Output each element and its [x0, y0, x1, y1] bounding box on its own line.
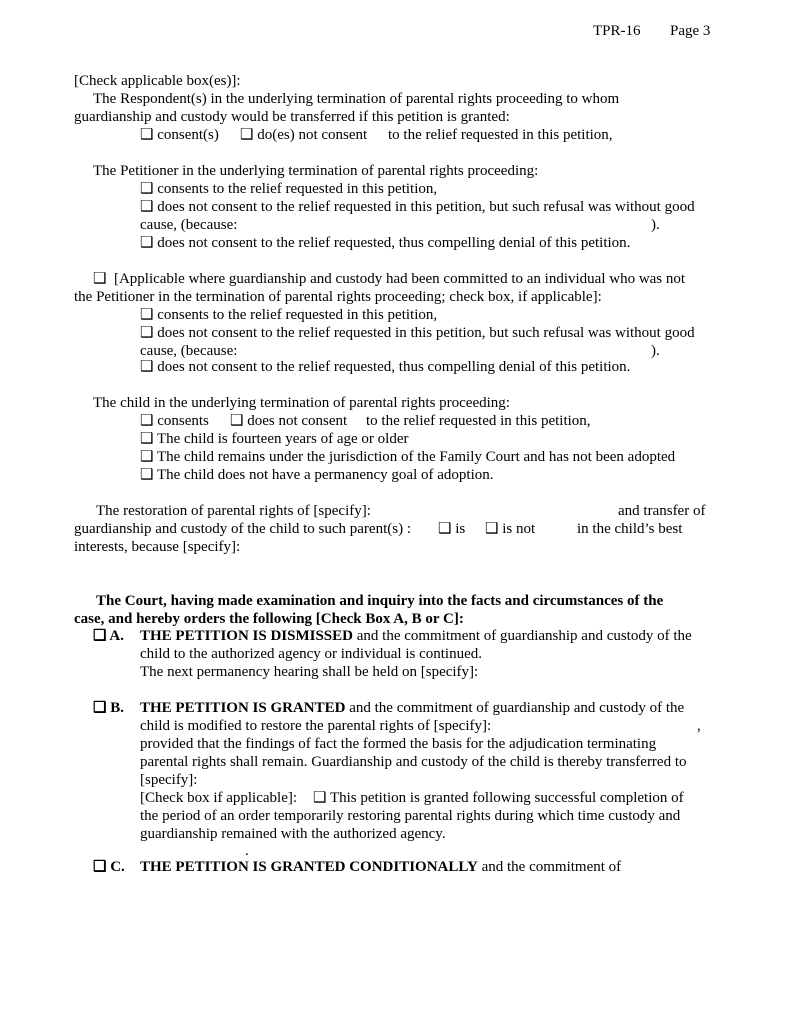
checkbox-icon[interactable]: ❑ [140, 467, 154, 483]
child-option-not-consent[interactable]: ❑ does not consent [230, 413, 348, 429]
applicable-because-close: ). [651, 343, 660, 359]
petitioner-because-label: cause, (because: [140, 217, 238, 233]
checkbox-icon[interactable]: ❑ [140, 307, 154, 323]
order-heading-2: case, and hereby orders the following [Check Box A, B or C]: [74, 611, 464, 627]
petitioner-option-consents[interactable]: ❑ consents to the relief requested in this petition, [140, 181, 438, 197]
restoration-best-label: in the child’s best [577, 521, 683, 537]
checkbox-icon[interactable]: ❑ [230, 413, 244, 429]
restoration-option-is-not[interactable]: ❑ is not [485, 521, 536, 537]
child-option-jurisdiction[interactable]: ❑ The child remains under the jurisdiction of the Family Court and has not been adopted [140, 449, 676, 465]
option-c-line-1: THE PETITION IS GRANTED CONDITIONALLY and the commitment of [140, 859, 622, 875]
checkbox-icon[interactable]: ❑ [93, 628, 107, 644]
option-b-line-1: THE PETITION IS GRANTED and the commitment of guardianship and custody of the [140, 700, 685, 716]
option-b-line-5: [specify]: [140, 772, 198, 788]
child-option-tail: to the relief requested in this petition, [366, 413, 591, 429]
page-number: Page 3 [670, 23, 711, 39]
restoration-transfer-label: and transfer of [618, 503, 706, 519]
child-option-permanency[interactable]: ❑ The child does not have a permanency goal of adoption. [140, 467, 494, 483]
applicable-because-label: cause, (because: [140, 343, 238, 359]
option-b-completion-option[interactable]: ❑ This petition is granted following successful completion of [313, 790, 684, 806]
checkbox-icon[interactable]: ❑ [140, 325, 154, 341]
respondent-option-tail: to the relief requested in this petition, [388, 127, 613, 143]
option-c-checkbox[interactable]: ❑ C. [93, 859, 125, 875]
checkbox-icon[interactable]: ❑ [485, 521, 499, 537]
petitioner-option-not-consent-good-cause[interactable]: ❑ does not consent to the relief requested in this petition, but such refusal was without good [140, 199, 695, 215]
checkbox-icon[interactable]: ❑ [240, 127, 254, 143]
child-option-fourteen[interactable]: ❑ The child is fourteen years of age or older [140, 431, 409, 447]
applicable-text-2: the Petitioner in the termination of parental rights proceeding; check box, if applicable]: [74, 289, 602, 305]
checkbox-icon[interactable]: ❑ [140, 431, 154, 447]
option-b-line-7: the period of an order temporarily restoring parental rights during which time custody and [140, 808, 681, 824]
checkbox-icon[interactable]: ❑ [140, 413, 154, 429]
restoration-option-is[interactable]: ❑ is [438, 521, 466, 537]
option-a-line-1: THE PETITION IS DISMISSED and the commitment of guardianship and custody of the [140, 628, 692, 644]
option-a-checkbox[interactable]: ❑ A. [93, 628, 124, 644]
checkbox-icon[interactable]: ❑ [140, 449, 154, 465]
option-b-line-3: provided that the findings of fact the formed the basis for the adjudication terminating [140, 736, 657, 752]
checkbox-icon[interactable]: ❑ [313, 790, 327, 806]
option-b-check-label: [Check box if applicable]: [140, 790, 298, 806]
restoration-specify-label: The restoration of parental rights of [specify]: [96, 503, 371, 519]
respondent-consent-option[interactable]: ❑ consent(s) [140, 127, 219, 143]
option-a-line-2: child to the authorized agency or individual is continued. [140, 646, 482, 662]
checkbox-icon[interactable]: ❑ [140, 181, 154, 197]
respondent-not-consent-option[interactable]: ❑ do(es) not consent [240, 127, 368, 143]
petitioner-heading: The Petitioner in the underlying termination of parental rights proceeding: [93, 163, 539, 179]
check-applicable-label: [Check applicable box(es)]: [74, 73, 241, 89]
petitioner-option-denial[interactable]: ❑ does not consent to the relief requested, thus compelling denial of this petition. [140, 235, 631, 251]
checkbox-icon[interactable]: ❑ [93, 700, 107, 716]
option-a-title: THE PETITION IS DISMISSED [140, 628, 353, 644]
option-b-comma: , [697, 718, 701, 734]
option-a-line-3: The next permanency hearing shall be held on [specify]: [140, 664, 479, 680]
order-heading-1: The Court, having made examination and inquiry into the facts and circumstances of the [96, 593, 664, 609]
option-b-line-2: child is modified to restore the parental rights of [specify]: [140, 718, 492, 734]
checkbox-icon[interactable]: ❑ [140, 199, 154, 215]
checkbox-icon[interactable]: ❑ [140, 127, 154, 143]
form-id: TPR-16 [593, 23, 641, 39]
option-b-line-4: parental rights shall remain. Guardianship and custody of the child is thereby transferred to [140, 754, 687, 770]
checkbox-icon[interactable]: ❑ [438, 521, 452, 537]
applicable-option-not-consent-good-cause[interactable]: ❑ does not consent to the relief requested in this petition, but such refusal was without good [140, 325, 695, 341]
applicable-text-1[interactable]: ❑ [Applicable where guardianship and custody had been committed to an individual who was not [93, 271, 686, 287]
checkbox-icon[interactable]: ❑ [140, 359, 154, 375]
respondent-text-1: The Respondent(s) in the underlying termination of parental rights proceeding to whom [93, 91, 620, 107]
restoration-because-label: interests, because [specify]: [74, 539, 241, 555]
applicable-option-consents[interactable]: ❑ consents to the relief requested in this petition, [140, 307, 438, 323]
respondent-text-2: guardianship and custody would be transferred if this petition is granted: [74, 109, 510, 125]
checkbox-icon[interactable]: ❑ [93, 859, 107, 875]
option-b-checkbox[interactable]: ❑ B. [93, 700, 124, 716]
option-b-line-8: guardianship remained with the authorized agency. [140, 826, 446, 842]
option-b-dot: . [245, 843, 249, 859]
checkbox-icon[interactable]: ❑ [93, 271, 107, 287]
child-heading: The child in the underlying termination of parental rights proceeding: [93, 395, 510, 411]
checkbox-icon[interactable]: ❑ [140, 235, 154, 251]
option-c-title: THE PETITION IS GRANTED CONDITIONALLY [140, 859, 478, 875]
option-b-title: THE PETITION IS GRANTED [140, 700, 346, 716]
child-option-consents[interactable]: ❑ consents [140, 413, 209, 429]
restoration-guardianship-label: guardianship and custody of the child to such parent(s) : [74, 521, 412, 537]
petitioner-because-close: ). [651, 217, 660, 233]
applicable-option-denial[interactable]: ❑ does not consent to the relief requested, thus compelling denial of this petition. [140, 359, 631, 375]
